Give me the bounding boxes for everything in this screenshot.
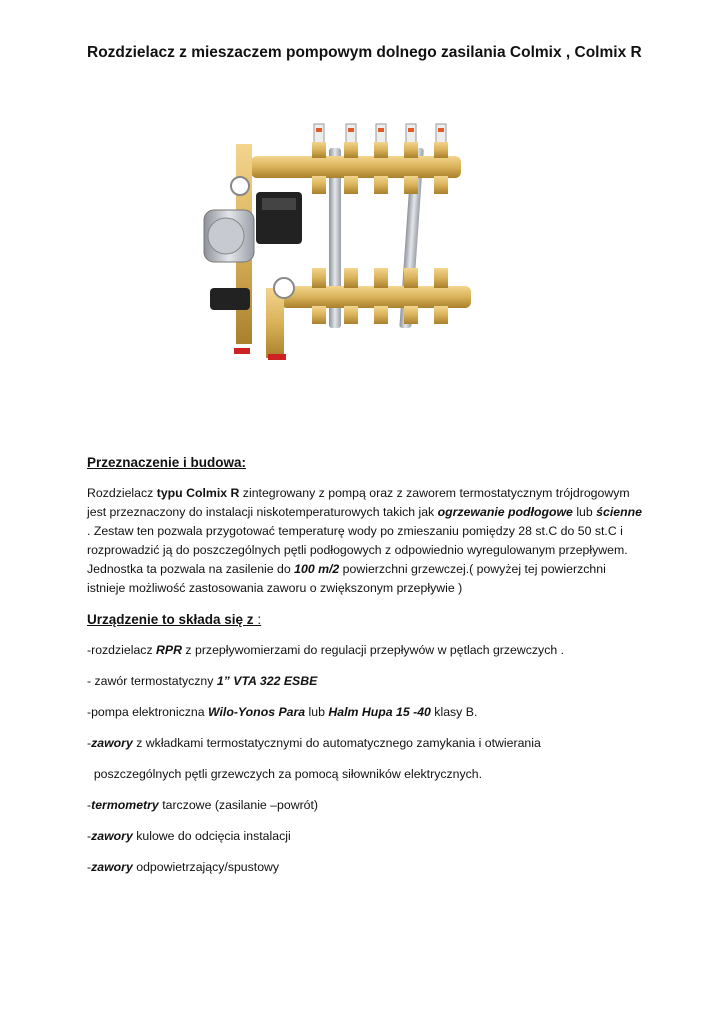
- list-item: [87, 674, 317, 688]
- bold-type-name: typu Colmix R: [156, 486, 240, 500]
- text-span: klasy B.: [430, 705, 478, 719]
- text-span: - zawór termostatyczny: [87, 674, 217, 688]
- emphasis: termometry: [91, 798, 159, 812]
- text-span: -pompa elektroniczna: [87, 705, 208, 719]
- section-heading-components: [87, 612, 261, 627]
- list-item: [87, 643, 564, 657]
- manifold-product-image: [196, 118, 486, 376]
- heading-text: Urządzenie to składa się z: [87, 612, 254, 627]
- text-span: odpowietrzający/spustowy: [132, 860, 280, 874]
- emphasis: 1” VTA 322 ESBE: [216, 674, 318, 688]
- text-span: kulowe do odcięcia instalacji: [132, 829, 291, 843]
- emphasis: Halm Hupa 15 -40: [328, 705, 431, 719]
- purpose-paragraph: [87, 484, 647, 598]
- text-span: -: [87, 798, 92, 812]
- text-span: -: [87, 829, 92, 843]
- text-span: lub: [305, 705, 329, 719]
- text-span: -rozdzielacz: [87, 643, 157, 657]
- list-item: [87, 829, 291, 843]
- text-span: . Zestaw ten pozwala przygotować temperaturę wody po zmieszaniu pomiędzy 28 st.C do 50 st.C i rozprowadzić ją do poszczególnych pętli podłogowych z odpowiednio wyregulowanym przepływem. Jednostka ta pozwala na zasilenie do: [87, 524, 628, 576]
- emphasis-area: 100 m/2: [294, 562, 340, 576]
- list-item: [87, 705, 477, 719]
- text-span: z przepływomierzami do regulacji przepływów w pętlach grzewczych .: [182, 643, 565, 657]
- emphasis: zawory: [91, 860, 133, 874]
- list-item: [87, 860, 279, 874]
- emphasis-wall: ścienne: [596, 505, 642, 519]
- section-heading-purpose: Przeznaczenie i budowa:: [87, 455, 247, 470]
- text-span: tarczowe (zasilanie –powrót): [158, 798, 319, 812]
- list-item: [87, 736, 541, 750]
- text-span: lub: [572, 505, 597, 519]
- text-span: Rozdzielacz: [87, 486, 157, 500]
- text-span: -: [87, 860, 92, 874]
- emphasis-floor-heating: ogrzewanie podłogowe: [437, 505, 573, 519]
- list-item: [87, 767, 482, 781]
- text-span: -: [87, 736, 92, 750]
- text-span: z wkładkami termostatycznymi do automatycznego zamykania i otwierania: [132, 736, 541, 750]
- emphasis: zawory: [91, 829, 133, 843]
- emphasis: Wilo-Yonos Para: [207, 705, 306, 719]
- heading-colon: :: [253, 612, 262, 627]
- emphasis: RPR: [156, 643, 182, 657]
- text-span: powierzchni grzewczej.( powyżej tej powierzchni istnieje możliwość zastosowania zaworu o zwiększonym przepływie ): [87, 562, 606, 595]
- text-span: poszczególnych pętli grzewczych za pomocą siłowników elektrycznych.: [87, 767, 483, 781]
- emphasis: zawory: [91, 736, 133, 750]
- text-span: zintegrowany z pompą oraz z zaworem termostatycznym trójdrogowym jest przeznaczony do instalacji niskotemperaturowych takich jak: [87, 486, 630, 519]
- page-title: Rozdzielacz z mieszaczem pompowym dolnego zasilania Colmix , Colmix R: [87, 44, 642, 61]
- list-item: [87, 798, 318, 812]
